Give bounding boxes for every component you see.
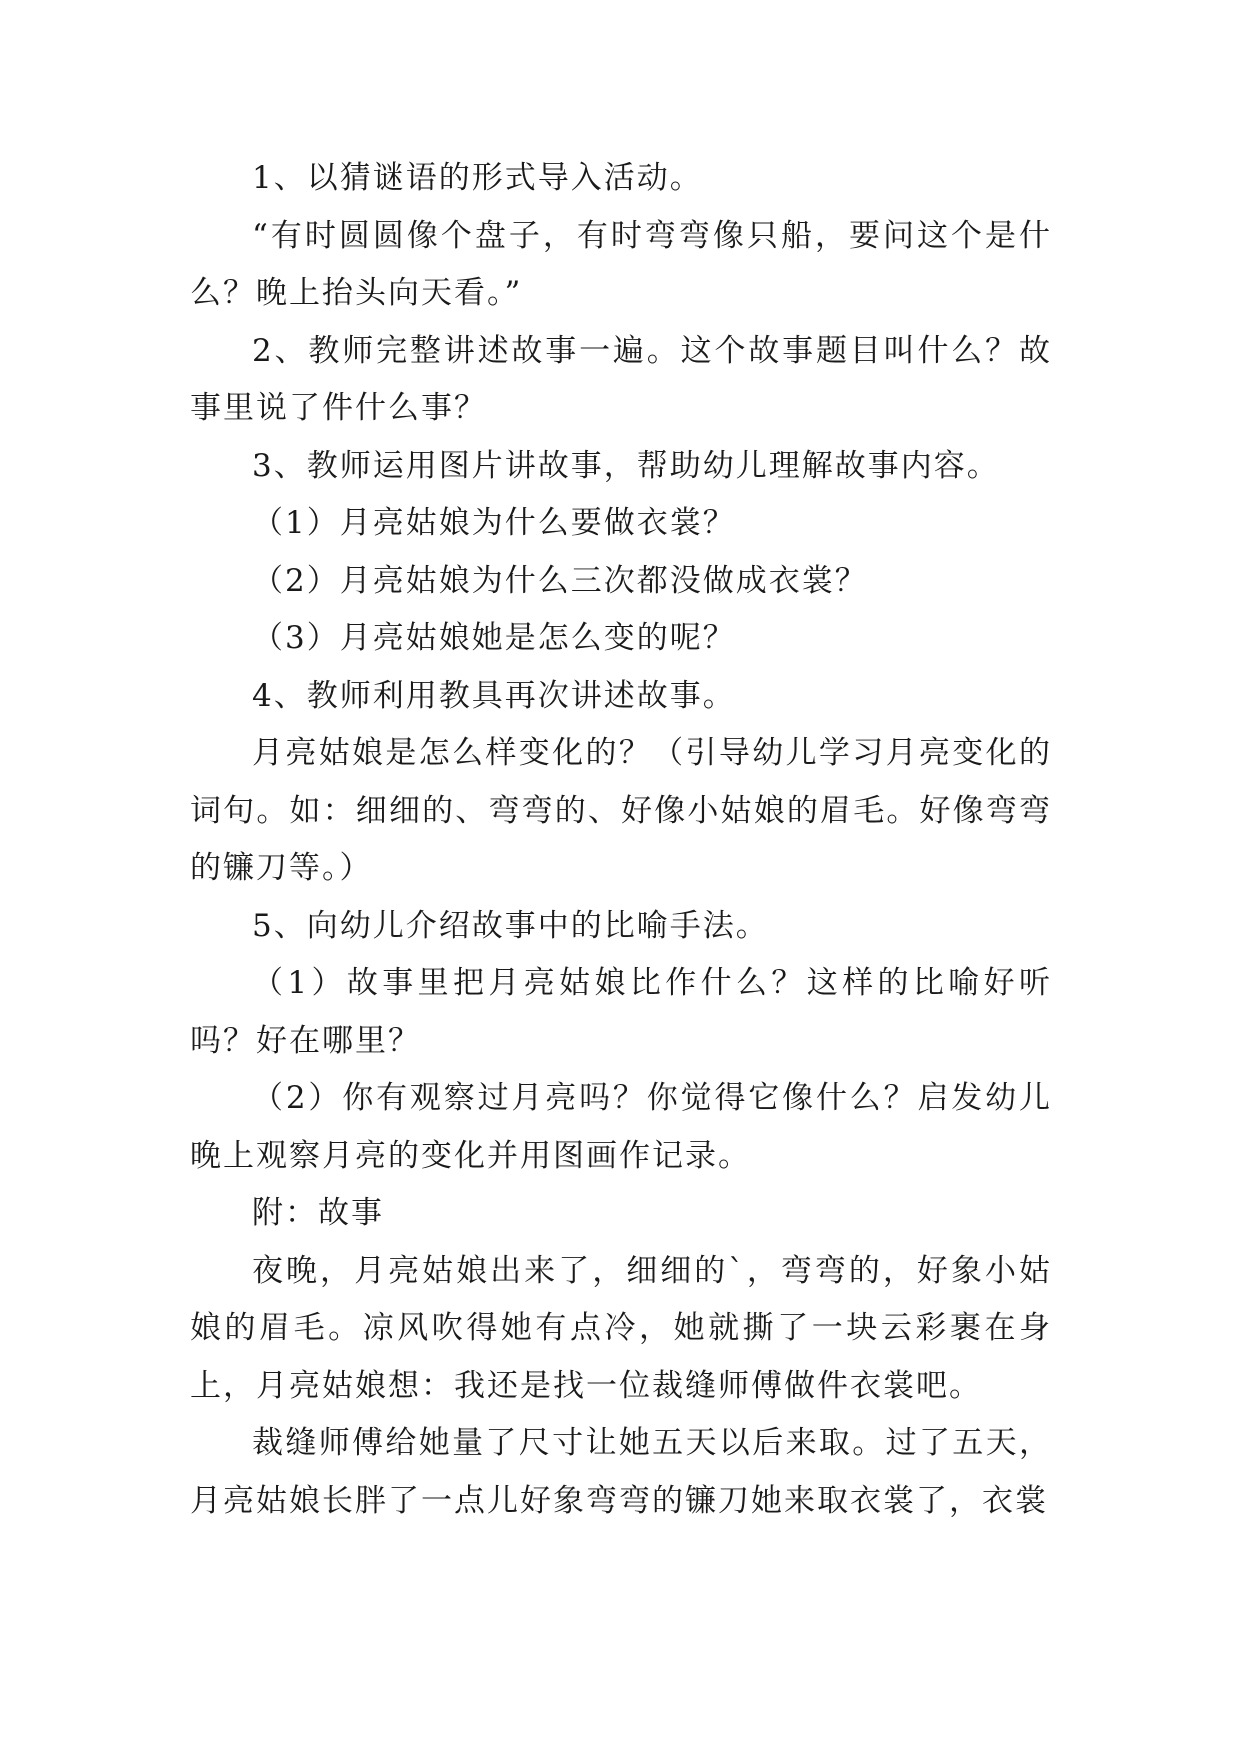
paragraph-metaphor-question-2: （2）你有观察过月亮吗？你觉得它像什么？启发幼儿晚上观察月亮的变化并用图画作记录。 — [190, 1080, 1052, 1174]
paragraph-moon-change: 月亮姑娘是怎么样变化的？（引导幼儿学习月亮变化的词句。如：细细的、弯弯的、好像小姑娘的眉毛。好像弯弯的镰刀等。） — [190, 735, 1052, 886]
paragraph-question-2: （2）月亮姑娘为什么三次都没做成衣裳？ — [252, 562, 868, 599]
paragraph-story-1: 夜晚，月亮姑娘出来了，细细的`，弯弯的，好象小姑娘的眉毛。凉风吹得她有点冷，她就撕了一块云彩裹在身上，月亮姑娘想：我还是找一位裁缝师傅做件衣裳吧。 — [190, 1252, 1052, 1404]
paragraph-step-4: 4、教师利用教具再次讲述故事。 — [252, 677, 736, 714]
paragraph-question-1: （1）月亮姑娘为什么要做衣裳？ — [252, 505, 736, 541]
paragraph-riddle: “有时圆圆像个盘子，有时弯弯像只船，要问这个是什么？晚上抬头向天看。” — [190, 217, 1052, 311]
paragraph-question-3: （3）月亮姑娘她是怎么变的呢？ — [252, 620, 736, 656]
paragraph-step-5: 5、向幼儿介绍故事中的比喻手法。 — [252, 907, 769, 944]
paragraph-step-1: 1、以猜谜语的形式导入活动。 — [252, 160, 703, 196]
paragraph-story-2: 裁缝师傅给她量了尺寸让她五天以后来取。过了五天，月亮姑娘长胖了一点儿好象弯弯的镰刀她来取衣裳了，衣裳 — [190, 1425, 1052, 1519]
paragraph-appendix-heading: 附：故事 — [252, 1195, 384, 1231]
document-body — [190, 150, 1052, 1530]
paragraph-step-2: 2、教师完整讲述故事一遍。这个故事题目叫什么？故事里说了件什么事？ — [190, 332, 1052, 426]
paragraph-metaphor-question-1: （1）故事里把月亮姑娘比作什么？这样的比喻好听吗？好在哪里？ — [190, 965, 1052, 1059]
paragraph-step-3: 3、教师运用图片讲故事，帮助幼儿理解故事内容。 — [252, 447, 1000, 484]
